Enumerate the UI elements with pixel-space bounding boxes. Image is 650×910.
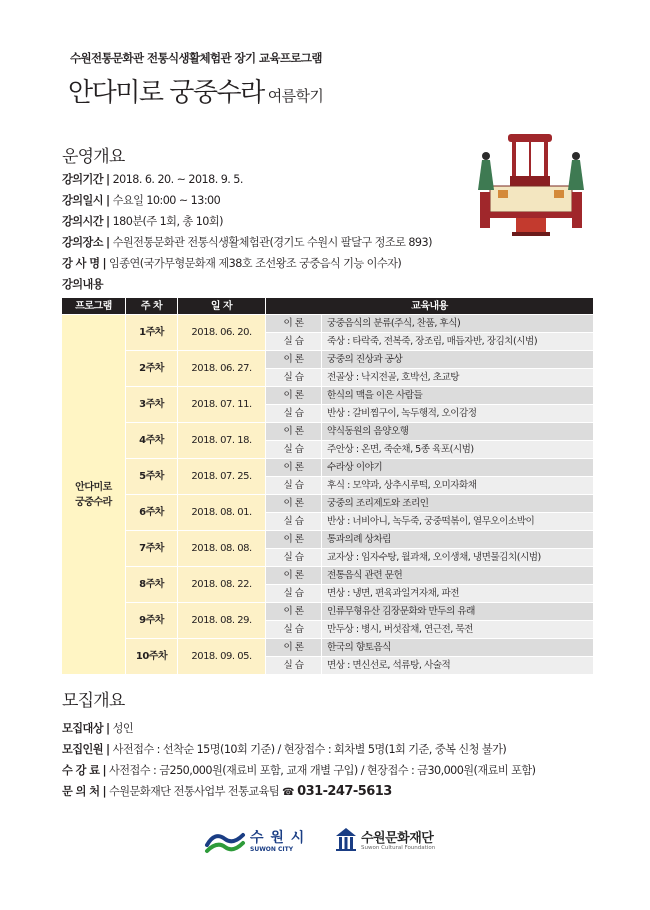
table-row bbox=[62, 567, 594, 585]
col-header-date: 일 자 bbox=[178, 298, 266, 315]
date-cell: 2018. 08. 22. bbox=[178, 567, 266, 603]
phone-icon: ☎ bbox=[282, 787, 295, 798]
info-datetime: 강의일시 | 수요일 10:00 ~ 13:00 bbox=[62, 194, 221, 207]
info-key: 모집인원 bbox=[62, 743, 104, 756]
date-cell: 2018. 07. 18. bbox=[178, 423, 266, 459]
recruit-capacity: 모집인원 | 사전접수 : 선착순 15명(10회 기준) / 현장접수 : 회차별 5명(1회 기준, 중복 신청 불가) bbox=[62, 743, 507, 756]
program-cell: 안다미로 궁중수라 bbox=[62, 315, 126, 675]
info-instructor: 강 사 명 | 임종연(국가무형문화재 제38호 조선왕조 궁중음식 기능 이수자) bbox=[62, 257, 402, 270]
semester-label: 여름학기 bbox=[267, 87, 324, 105]
info-content-label: 강의내용 bbox=[62, 278, 104, 291]
recruit-heading: 모집개요 bbox=[62, 691, 125, 711]
foundation-logo-icon bbox=[334, 826, 358, 852]
theory-label: 이 론 bbox=[266, 603, 322, 621]
page-title bbox=[68, 72, 323, 109]
info-period: 강의기간 | 2018. 6. 20. ~ 2018. 9. 5. bbox=[62, 173, 243, 186]
date-cell: 2018. 08. 29. bbox=[178, 603, 266, 639]
week-cell: 7주차 bbox=[126, 531, 178, 567]
date-cell: 2018. 06. 27. bbox=[178, 351, 266, 387]
recruit-fee: 수 강 료 | 사전접수 : 금250,000원(재료비 포함, 교재 개별 구입) / 현장접수 : 금30,000원(재료비 포함) bbox=[62, 764, 536, 777]
theory-label: 이 론 bbox=[266, 567, 322, 585]
lab-label: 실 습 bbox=[266, 657, 322, 675]
recruit-contact: 문 의 처 | 수원문화재단 전통사업부 전통교육팀 ☎ 031-247-5613 bbox=[62, 784, 392, 799]
theory-content: 수라상 이야기 bbox=[322, 459, 594, 477]
table-row bbox=[62, 603, 594, 621]
theory-content: 한국의 향토음식 bbox=[322, 639, 594, 657]
table-row bbox=[62, 639, 594, 657]
lab-content: 교자상 : 임자수탕, 월과채, 오이생채, 냉면물김치(시범) bbox=[322, 549, 594, 567]
table-header-row bbox=[62, 298, 594, 315]
info-key: 강의시간 bbox=[62, 215, 104, 228]
info-key: 수 강 료 bbox=[62, 764, 100, 777]
contact-phone: 031-247-5613 bbox=[297, 784, 392, 799]
lab-content: 면상 : 냉면, 편육과일겨자채, 파전 bbox=[322, 585, 594, 603]
suwon-city-logo-text: 수 원 시 bbox=[250, 830, 306, 846]
recruit-target: 모집대상 | 성인 bbox=[62, 722, 134, 735]
lab-label: 실 습 bbox=[266, 585, 322, 603]
week-cell: 2주차 bbox=[126, 351, 178, 387]
week-cell: 6주차 bbox=[126, 495, 178, 531]
theory-content: 약식동원의 음양오행 bbox=[322, 423, 594, 441]
week-cell: 4주차 bbox=[126, 423, 178, 459]
col-header-content: 교육내용 bbox=[266, 298, 594, 315]
col-header-week: 주 차 bbox=[126, 298, 178, 315]
lab-content: 반상 : 너비아니, 녹두죽, 궁중떡볶이, 열무오이소박이 bbox=[322, 513, 594, 531]
info-value: 수원문화재단 전통사업부 전통교육팀 bbox=[109, 785, 280, 798]
info-value: 수원전통문화관 전통식생활체험관(경기도 수원시 팔달구 정조로 893) bbox=[112, 236, 432, 249]
table-row bbox=[62, 351, 594, 369]
date-cell: 2018. 07. 25. bbox=[178, 459, 266, 495]
theory-content: 통과의례 상차림 bbox=[322, 531, 594, 549]
theory-content: 궁중의 조리제도와 조리인 bbox=[322, 495, 594, 513]
theory-label: 이 론 bbox=[266, 423, 322, 441]
date-cell: 2018. 09. 05. bbox=[178, 639, 266, 675]
info-key: 문 의 처 bbox=[62, 785, 100, 798]
lab-content: 죽상 : 타락죽, 전복죽, 장조림, 매듭자반, 장김치(시범) bbox=[322, 333, 594, 351]
royal-court-illustration bbox=[472, 128, 592, 240]
info-key: 강의기간 bbox=[62, 173, 104, 186]
lab-label: 실 습 bbox=[266, 549, 322, 567]
info-value: 성인 bbox=[112, 722, 134, 735]
lab-content: 전골상 : 낙지전골, 호박선, 초교탕 bbox=[322, 369, 594, 387]
theory-label: 이 론 bbox=[266, 639, 322, 657]
lab-content: 후식 : 모약과, 상추시루떡, 오미자화채 bbox=[322, 477, 594, 495]
lab-label: 실 습 bbox=[266, 621, 322, 639]
theory-label: 이 론 bbox=[266, 351, 322, 369]
lab-content: 반상 : 갈비찜구이, 녹두행적, 오이감정 bbox=[322, 405, 594, 423]
theory-content: 인류무형유산 김장문화와 만두의 유래 bbox=[322, 603, 594, 621]
date-cell: 2018. 06. 20. bbox=[178, 315, 266, 351]
lab-label: 실 습 bbox=[266, 333, 322, 351]
info-key: 강의장소 bbox=[62, 236, 104, 249]
theory-label: 이 론 bbox=[266, 531, 322, 549]
week-cell: 9주차 bbox=[126, 603, 178, 639]
info-value: 수요일 10:00 ~ 13:00 bbox=[112, 194, 221, 207]
lab-content: 주안상 : 온면, 죽순채, 5종 육포(시범) bbox=[322, 441, 594, 459]
week-cell: 8주차 bbox=[126, 567, 178, 603]
week-cell: 1주차 bbox=[126, 315, 178, 351]
theory-content: 궁중의 진상과 공상 bbox=[322, 351, 594, 369]
suwon-city-logo-icon bbox=[203, 827, 247, 857]
suwon-city-logo-en: SUWON CITY bbox=[250, 846, 294, 853]
lab-label: 실 습 bbox=[266, 405, 322, 423]
theory-label: 이 론 bbox=[266, 495, 322, 513]
info-value: 2018. 6. 20. ~ 2018. 9. 5. bbox=[112, 173, 243, 186]
week-cell: 3주차 bbox=[126, 387, 178, 423]
table-row bbox=[62, 423, 594, 441]
theory-content: 전통음식 관련 문헌 bbox=[322, 567, 594, 585]
info-key: 강의일시 bbox=[62, 194, 104, 207]
table-row bbox=[62, 531, 594, 549]
title-text: 안다미로 궁중수라 bbox=[68, 78, 264, 108]
info-location: 강의장소 | 수원전통문화관 전통식생활체험관(경기도 수원시 팔달구 정조로 893) bbox=[62, 236, 432, 249]
foundation-logo-en: Suwon Cultural Foundation bbox=[361, 845, 436, 851]
week-cell: 10주차 bbox=[126, 639, 178, 675]
table-row bbox=[62, 387, 594, 405]
table-row bbox=[62, 495, 594, 513]
lab-label: 실 습 bbox=[266, 441, 322, 459]
overview-heading: 운영개요 bbox=[62, 147, 125, 167]
lab-content: 면상 : 면신선로, 석류탕, 사술적 bbox=[322, 657, 594, 675]
lab-label: 실 습 bbox=[266, 369, 322, 387]
info-value: 사전접수 : 선착순 15명(10회 기준) / 현장접수 : 회차별 5명(1회 기준, 중복 신청 불가) bbox=[112, 743, 507, 756]
info-key: 모집대상 bbox=[62, 722, 104, 735]
info-value: 임종연(국가무형문화재 제38호 조선왕조 궁중음식 기능 이수자) bbox=[109, 257, 402, 270]
foundation-logo-text: 수원문화재단 bbox=[361, 831, 434, 846]
schedule-table bbox=[61, 297, 594, 675]
info-value: 180분(주 1회, 총 10회) bbox=[112, 215, 223, 228]
theory-content: 한식의 맥을 이은 사람들 bbox=[322, 387, 594, 405]
lab-content: 만두상 : 병시, 버섯잡채, 연근전, 묵전 bbox=[322, 621, 594, 639]
date-cell: 2018. 07. 11. bbox=[178, 387, 266, 423]
theory-label: 이 론 bbox=[266, 315, 322, 333]
info-key: 강 사 명 bbox=[62, 257, 100, 270]
theory-label: 이 론 bbox=[266, 459, 322, 477]
theory-content: 궁중음식의 분류(주식, 찬품, 후식) bbox=[322, 315, 594, 333]
info-value: 사전접수 : 금250,000원(재료비 포함, 교재 개별 구입) / 현장접수 : 금30,000원(재료비 포함) bbox=[109, 764, 536, 777]
table-row bbox=[62, 315, 594, 333]
week-cell: 5주차 bbox=[126, 459, 178, 495]
theory-label: 이 론 bbox=[266, 387, 322, 405]
program-subtitle: 수원전통문화관 전통식생활체험관 장기 교육프로그램 bbox=[70, 51, 322, 65]
info-duration: 강의시간 | 180분(주 1회, 총 10회) bbox=[62, 215, 223, 228]
table-row bbox=[62, 459, 594, 477]
date-cell: 2018. 08. 01. bbox=[178, 495, 266, 531]
lab-label: 실 습 bbox=[266, 477, 322, 495]
date-cell: 2018. 08. 08. bbox=[178, 531, 266, 567]
col-header-program: 프로그램 bbox=[62, 298, 126, 315]
lab-label: 실 습 bbox=[266, 513, 322, 531]
